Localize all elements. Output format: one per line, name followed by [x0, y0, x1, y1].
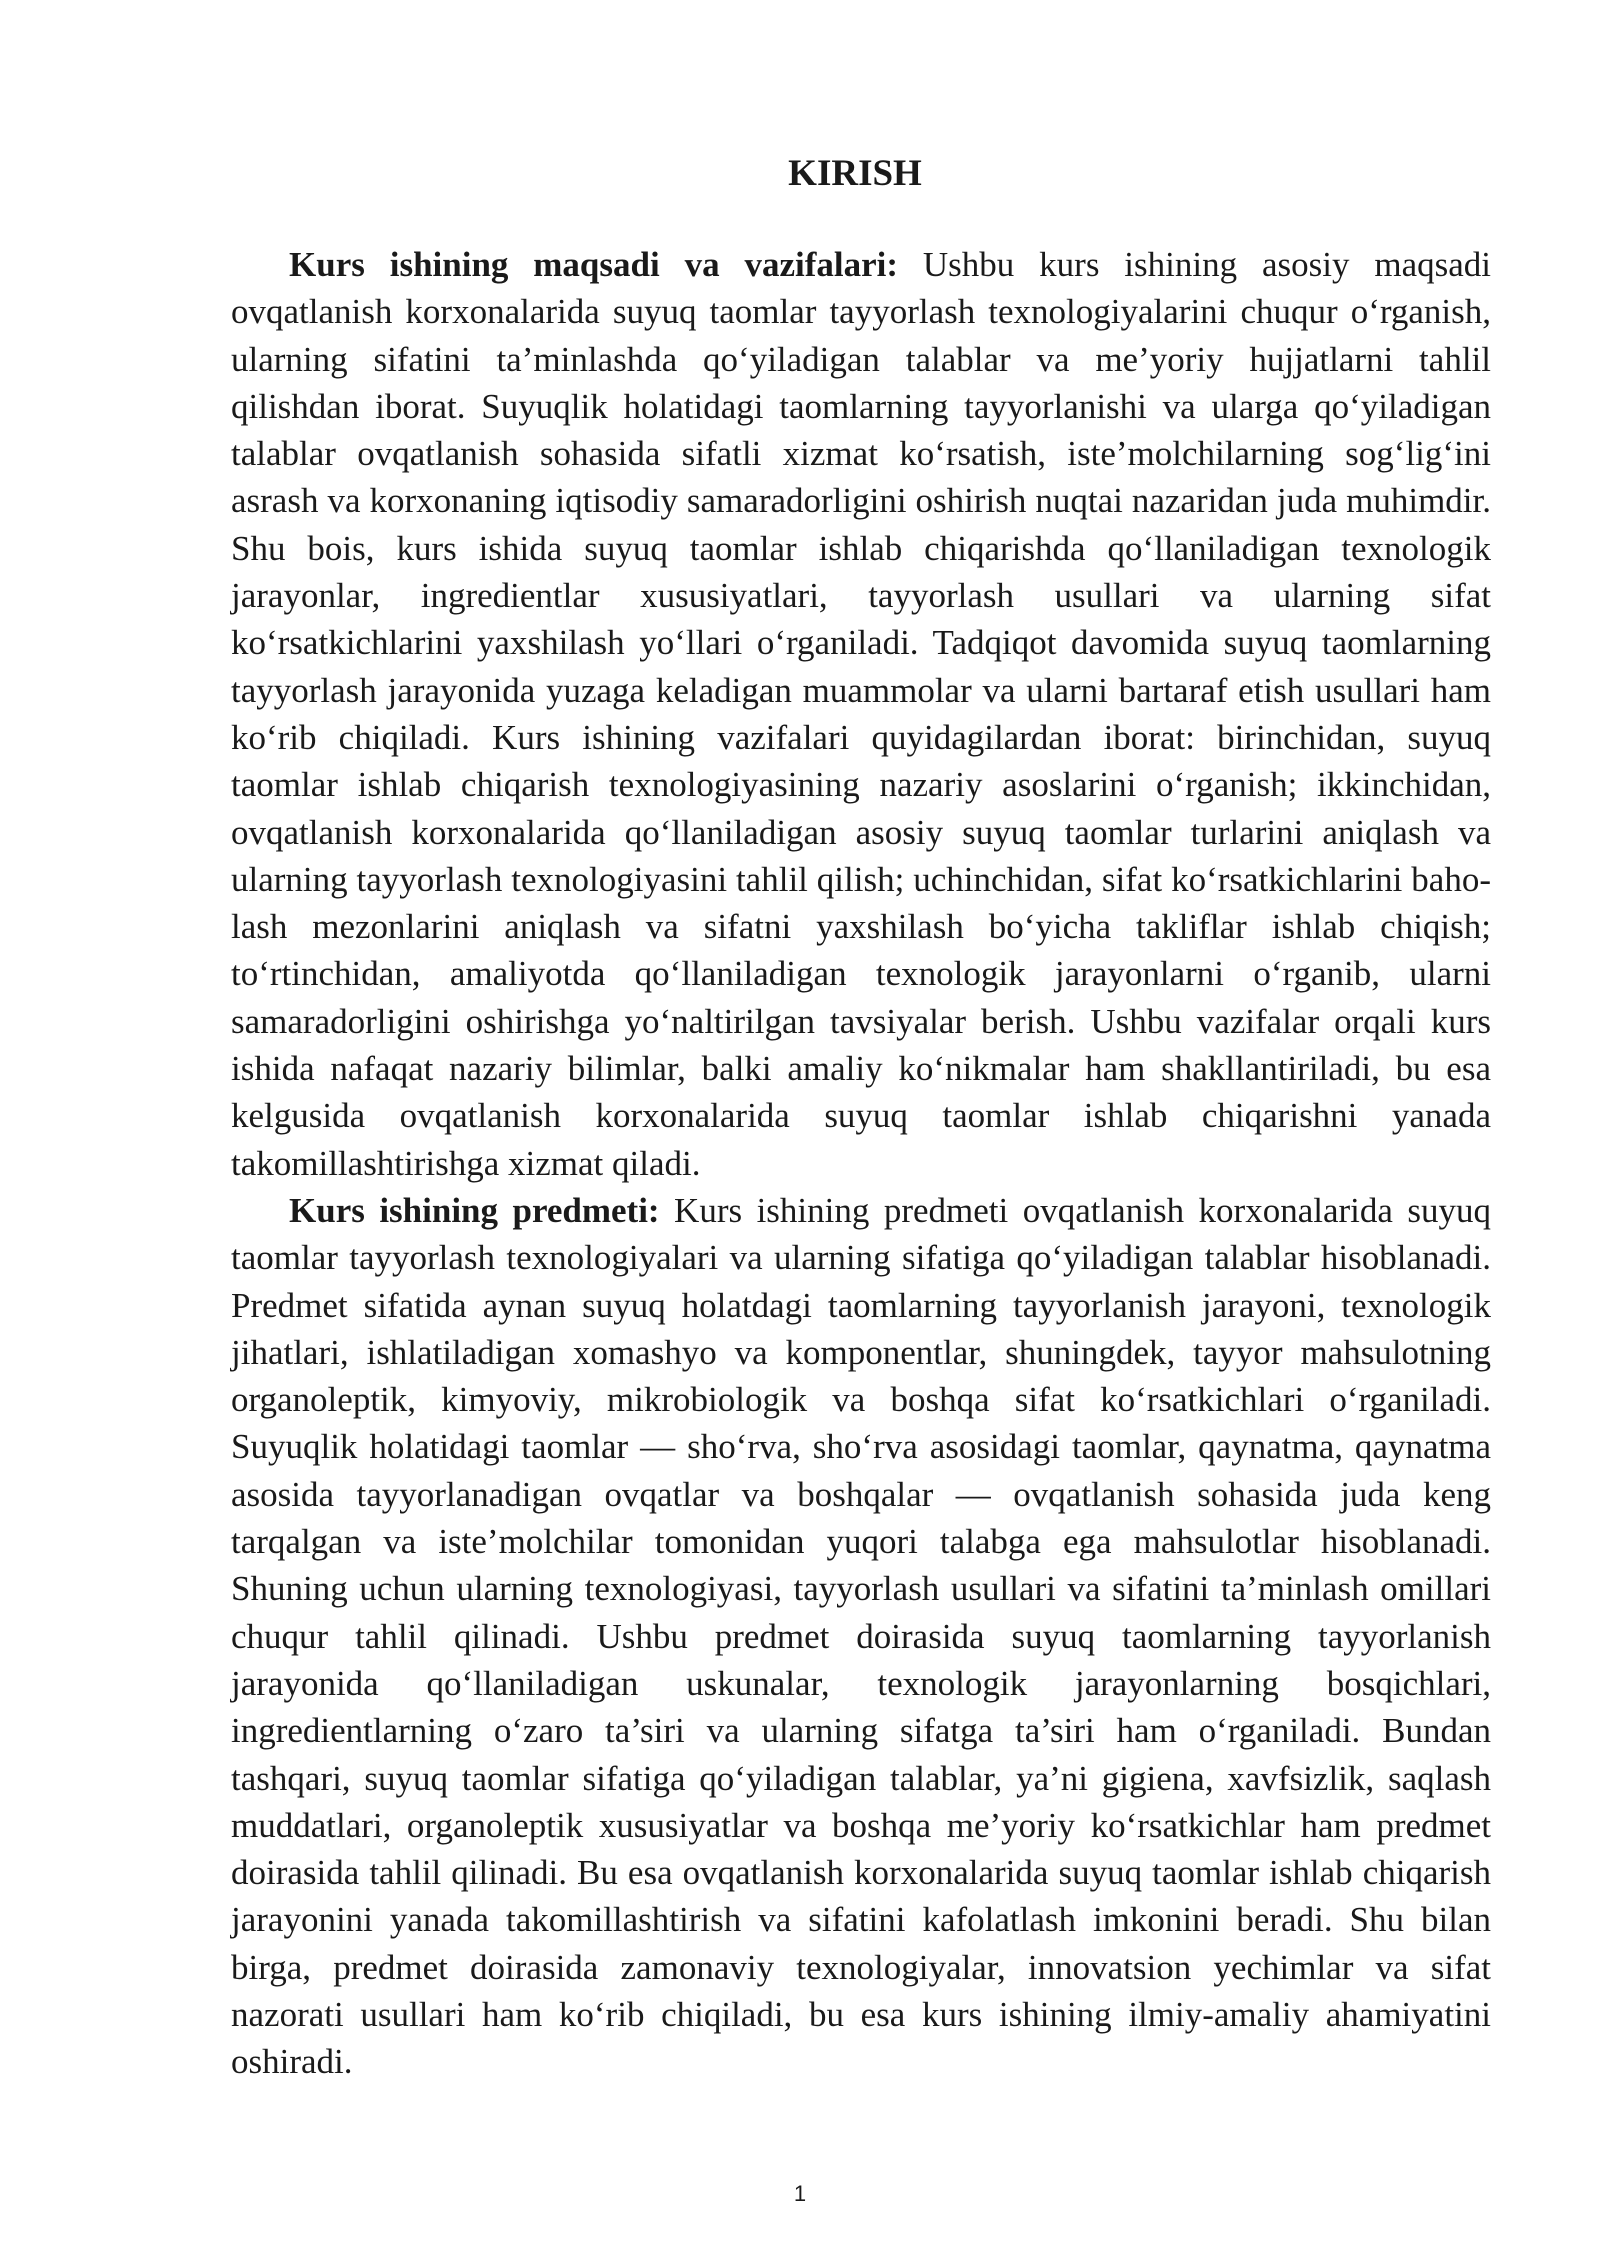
page-number: 1 — [793, 2181, 807, 2206]
page-title: KIRISH — [788, 153, 922, 194]
paragraph-purpose — [231, 241, 1491, 1187]
body-text — [231, 241, 1491, 2086]
paragraph-subject — [231, 1187, 1491, 2086]
paragraph-lead: Kurs ishining maqsadi va vazifalari: — [289, 245, 899, 284]
paragraph-lead: Kurs ishining predmeti: — [289, 1190, 660, 1230]
paragraph-text: Ushbu kurs ishining asosiy maqsadi ovqatlanish korxonalarida suyuq taomlar tayyorlash texnologiyalarini chuqur o‘rganish, ularning sifatini ta’minlashda qo‘yiladigan talablar va me’yoriy hujjatlarni tahlil qilishdan iborat. Suyuqlik holatidagi taomlarning tayyorlanishi va ularga qo‘yiladigan talablar ovqatlanish sohasida sifatli xizmat ko‘rsatish, iste’molchilarning sog‘lig‘ini asrash va korxonaning iqtisodiy samaradorligini oshirish nuqtai nazaridan juda muhimdir. Shu bois, kurs ishida suyuq taomlar ishlab chiqarishda qo‘llaniladigan texnologik jarayonlar, ingredientlar xususiyatlari, tayyorlash usullari va ularning sifat ko‘rsatkichlarini yaxshilash yo‘llari o‘rganiladi. Tadqiqot davomida suyuq taomlarning tayyorlash jarayonida yuzaga keladigan muammolar va ularni bartaraf etish usullari ham ko‘rib chiqiladi. Kurs ishining vazifalari quyidagilardan iborat: birinchidan, suyuq taomlar ishlab chiqarish texnologiyasining nazariy asoslarini o‘rganish; ikkinchidan, ovqatlanish korxonalarida qo‘llaniladigan asosiy suyuq taomlar turlarini aniqlash va ularning tayyorlash texnologiyasini tahlil qilish; uchinchidan, sifat ko‘rsatkichlarini baholash mezonlarini aniqlash va sifatni yaxshilash bo‘yicha takliflar ishlab chiqish; to‘rtinchidan, amaliyotda qo‘llaniladigan texnologik jarayonlarni o‘rganib, ularni samaradorligini oshirishga yo‘naltirilgan tavsiyalar berish. Ushbu vazifalar orqali kurs ishida nafaqat nazariy bilimlar, balki amaliy ko‘nikmalar ham shakllantiriladi, bu esa kelgusida ovqatlanish korxonalarida suyuq taomlar ishlab chiqarishni yanada takomillashtirishga xizmat qiladi. — [231, 245, 1491, 1183]
paragraph-text: Kurs ishining predmeti ovqatlanish korxonalarida suyuq taomlar tayyorlash texnologiyalari va ularning sifatiga qo‘yiladigan talablar hisoblanadi. Predmet sifatida aynan suyuq holatdagi taomlarning tayyorlanish jarayoni, texnologik jihatlari, ishlatiladigan xomashyo va komponentlar, shuningdek, tayyor mahsulotning organoleptik, kimyoviy, mikrobiologik va boshqa sifat ko‘rsatkichlari o‘rganiladi. Suyuqlik holatidagi taomlar — sho‘rva, sho‘rva asosidagi taomlar, qaynatma, qaynatma asosida tayyorlanadigan ovqatlar va boshqalar — ovqatlanish sohasida juda keng tarqalgan va iste’molchilar tomonidan yuqori talabga ega mahsulotlar hisoblanadi. Shuning uchun ularning texnologiyasi, tayyorlash usullari va sifatini ta’minlash omillari chuqur tahlil qilinadi. Ushbu predmet doirasida suyuq taomlarning tayyorlanish jarayonida qo‘llaniladigan uskunalar, texnologik jarayonlarning bosqichlari, ingredientlarning o‘zaro ta’siri va ularning sifatga ta’siri ham o‘rganiladi. Bundan tashqari, suyuq taomlar sifatiga qo‘yiladigan talablar, ya’ni gigiena, xavfsizlik, saqlash muddatlari, organoleptik xususiyatlar va boshqa me’yoriy ko‘rsatkichlar ham predmet doirasida tahlil qilinadi. Bu esa ovqatlanish korxonalarida suyuq taomlar ishlab chiqarish jarayonini yanada takomillashtirish va sifatini kafolatlash imkonini beradi. Shu bilan birga, predmet doirasida zamonaviy texnologiyalar, innovatsion yechimlar va sifat nazorati usullari ham ko‘rib chiqiladi, bu esa kurs ishining ilmiy-amaliy ahamiyatini oshiradi. — [231, 1190, 1491, 2082]
